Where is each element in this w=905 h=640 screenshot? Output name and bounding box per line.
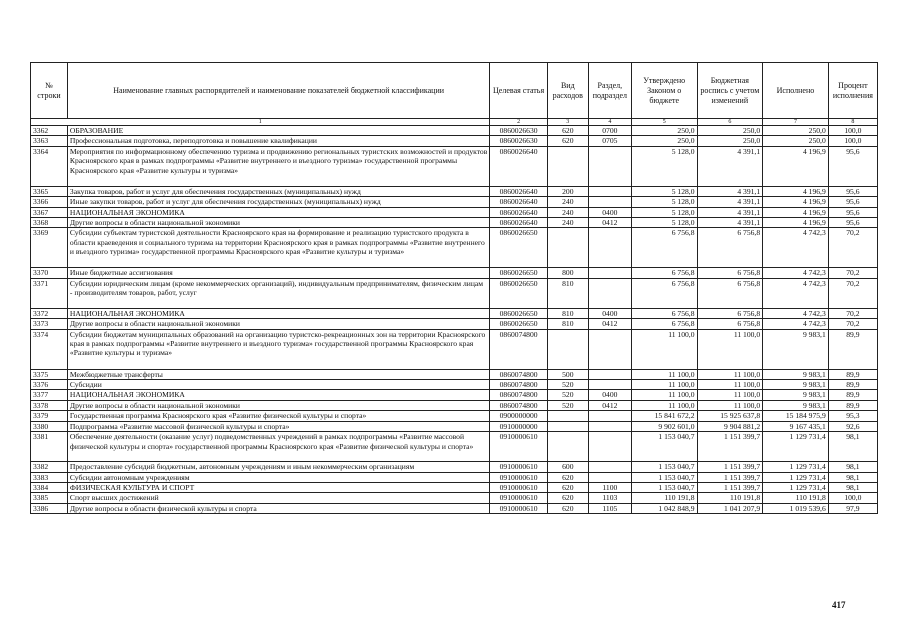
row-number: 3362 [31, 126, 68, 136]
row-section [588, 472, 631, 482]
row-number: 3381 [31, 432, 68, 462]
row-section [588, 268, 631, 278]
row-approved: 15 841 672,2 [631, 411, 697, 421]
row-expense-type [547, 421, 588, 431]
row-list: 1 151 399,7 [697, 462, 763, 472]
row-executed: 4 742,3 [763, 278, 829, 308]
row-number: 3364 [31, 146, 68, 186]
row-name: Профессиональная подготовка, переподготовка и повышение квалификации [67, 136, 489, 146]
row-executed: 4 742,3 [763, 268, 829, 278]
row-expense-type: 520 [547, 400, 588, 410]
row-percent: 100,0 [828, 493, 877, 503]
row-list: 110 191,8 [697, 493, 763, 503]
row-expense-type: 620 [547, 126, 588, 136]
column-number-6: 6 [697, 119, 763, 126]
row-expense-type [547, 411, 588, 421]
row-executed: 250,0 [763, 136, 829, 146]
row-expense-type: 620 [547, 136, 588, 146]
row-expense-type [547, 432, 588, 462]
row-approved: 110 191,8 [631, 493, 697, 503]
row-name: Субсидии бюджетам муниципальных образований на организацию туристско-рекреационных зон на территории Красноярского края в рамках подпрограммы «Развитие внутреннего и въездного туризма» государственной программы Красноярского края «Развитие культуры и туризма» [67, 329, 489, 369]
table-header [31, 63, 878, 126]
row-percent: 70,2 [828, 319, 877, 329]
row-target-code: 0860026630 [490, 126, 547, 136]
row-name: Другие вопросы в области физической культуры и спорта [67, 503, 489, 513]
row-number: 3383 [31, 472, 68, 482]
row-target-code: 0860074800 [490, 390, 547, 400]
row-expense-type: 800 [547, 268, 588, 278]
row-name: НАЦИОНАЛЬНАЯ ЭКОНОМИКА [67, 207, 489, 217]
row-list: 11 100,0 [697, 369, 763, 379]
row-expense-type: 620 [547, 472, 588, 482]
header-row-no: № строки [31, 63, 68, 119]
row-name: Государственная программа Красноярского края «Развитие физической культуры и спорта» [67, 411, 489, 421]
row-executed: 9 983,1 [763, 369, 829, 379]
row-approved: 11 100,0 [631, 380, 697, 390]
table-row [31, 493, 878, 503]
row-expense-type [547, 146, 588, 186]
header-executed: Исполнено [763, 63, 829, 119]
row-approved: 6 756,8 [631, 278, 697, 308]
row-percent: 89,9 [828, 390, 877, 400]
table-row [31, 136, 878, 146]
row-percent: 95,6 [828, 197, 877, 207]
row-expense-type: 620 [547, 482, 588, 492]
row-section: 1105 [588, 503, 631, 513]
row-section [588, 146, 631, 186]
row-list: 4 391,1 [697, 186, 763, 196]
row-section [588, 411, 631, 421]
row-number: 3384 [31, 482, 68, 492]
row-section: 0400 [588, 207, 631, 217]
row-list: 15 925 637,8 [697, 411, 763, 421]
row-number: 3380 [31, 421, 68, 431]
row-approved: 6 756,8 [631, 308, 697, 318]
row-list: 6 756,8 [697, 308, 763, 318]
table-row [31, 432, 878, 462]
row-expense-type: 500 [547, 369, 588, 379]
row-target-code: 0910000610 [490, 472, 547, 482]
row-target-code: 0910000610 [490, 503, 547, 513]
row-target-code: 0910000610 [490, 462, 547, 472]
row-number: 3378 [31, 400, 68, 410]
row-percent: 89,9 [828, 400, 877, 410]
row-list: 4 391,1 [697, 146, 763, 186]
row-target-code: 0860026640 [490, 146, 547, 186]
column-number-4: 4 [588, 119, 631, 126]
row-list: 4 391,1 [697, 207, 763, 217]
row-percent: 98,1 [828, 432, 877, 462]
row-executed: 9 983,1 [763, 329, 829, 369]
row-name: Субсидии юридическим лицам (кроме некоммерческих организаций), индивидуальным предпринимателям, физическим лицам - производителям товаров, работ, услуг [67, 278, 489, 308]
row-approved: 250,0 [631, 136, 697, 146]
row-approved: 11 100,0 [631, 400, 697, 410]
budget-table [30, 62, 878, 514]
row-number: 3379 [31, 411, 68, 421]
row-target-code: 0860074800 [490, 369, 547, 379]
row-number: 3372 [31, 308, 68, 318]
row-target-code: 0860026650 [490, 278, 547, 308]
row-target-code: 0860026650 [490, 268, 547, 278]
row-name: Подпрограмма «Развитие массовой физической культуры и спорта» [67, 421, 489, 431]
row-number: 3369 [31, 228, 68, 268]
row-executed: 4 196,9 [763, 218, 829, 228]
row-name: Закупка товаров, работ и услуг для обеспечения государственных (муниципальных) нужд [67, 186, 489, 196]
row-number: 3386 [31, 503, 68, 513]
table-row [31, 390, 878, 400]
page-number: 417 [832, 600, 846, 610]
row-section [588, 432, 631, 462]
row-list: 11 100,0 [697, 400, 763, 410]
column-number-row [31, 119, 878, 126]
row-percent: 89,9 [828, 329, 877, 369]
row-name: Спорт высших достижений [67, 493, 489, 503]
row-percent: 70,2 [828, 308, 877, 318]
row-section: 1103 [588, 493, 631, 503]
row-number: 3382 [31, 462, 68, 472]
row-executed: 9 167 435,1 [763, 421, 829, 431]
row-executed: 1 129 731,4 [763, 482, 829, 492]
row-list: 1 151 399,7 [697, 472, 763, 482]
row-number: 3371 [31, 278, 68, 308]
row-executed: 4 196,9 [763, 146, 829, 186]
row-name: ОБРАЗОВАНИЕ [67, 126, 489, 136]
row-executed: 110 191,8 [763, 493, 829, 503]
table-row [31, 380, 878, 390]
row-percent: 70,2 [828, 278, 877, 308]
row-approved: 250,0 [631, 126, 697, 136]
row-name: Субсидии [67, 380, 489, 390]
row-list: 6 756,8 [697, 278, 763, 308]
row-approved: 11 100,0 [631, 329, 697, 369]
header-list: Бюджетная роспись с учетом изменений [697, 63, 763, 119]
column-number-5: 5 [631, 119, 697, 126]
row-expense-type: 620 [547, 503, 588, 513]
table-body [31, 126, 878, 514]
row-approved: 5 128,0 [631, 207, 697, 217]
row-name: НАЦИОНАЛЬНАЯ ЭКОНОМИКА [67, 390, 489, 400]
row-number: 3376 [31, 380, 68, 390]
row-name: Субсидии автономным учреждениям [67, 472, 489, 482]
row-expense-type: 240 [547, 197, 588, 207]
row-section [588, 197, 631, 207]
row-percent: 98,1 [828, 462, 877, 472]
row-expense-type: 240 [547, 218, 588, 228]
row-list: 1 151 399,7 [697, 432, 763, 462]
row-executed: 4 196,9 [763, 186, 829, 196]
table-row [31, 308, 878, 318]
row-section: 0400 [588, 308, 631, 318]
row-expense-type: 810 [547, 278, 588, 308]
row-executed: 9 983,1 [763, 400, 829, 410]
row-executed: 4 742,3 [763, 319, 829, 329]
row-section: 0412 [588, 319, 631, 329]
row-target-code: 0860026650 [490, 228, 547, 268]
row-approved: 1 153 040,7 [631, 482, 697, 492]
table-row [31, 207, 878, 217]
row-target-code: 0860074800 [490, 400, 547, 410]
table-row [31, 197, 878, 207]
row-executed: 4 196,9 [763, 207, 829, 217]
row-list: 6 756,8 [697, 268, 763, 278]
table-row [31, 369, 878, 379]
row-percent: 70,2 [828, 228, 877, 268]
row-target-code: 0900000000 [490, 411, 547, 421]
row-target-code: 0860026640 [490, 186, 547, 196]
row-number: 3377 [31, 390, 68, 400]
row-name: Предоставление субсидий бюджетным, автономным учреждениям и иным некоммерческим организациям [67, 462, 489, 472]
row-approved: 5 128,0 [631, 146, 697, 186]
row-name: Иные бюджетные ассигнования [67, 268, 489, 278]
row-target-code: 0860026640 [490, 207, 547, 217]
row-name: Другие вопросы в области национальной экономики [67, 218, 489, 228]
row-number: 3374 [31, 329, 68, 369]
column-number-1: 1 [31, 119, 490, 126]
row-section [588, 369, 631, 379]
row-section: 0400 [588, 390, 631, 400]
column-number-3: 3 [547, 119, 588, 126]
row-percent: 89,9 [828, 380, 877, 390]
row-expense-type: 600 [547, 462, 588, 472]
row-expense-type: 520 [547, 380, 588, 390]
row-list: 4 391,1 [697, 197, 763, 207]
row-list: 9 904 881,2 [697, 421, 763, 431]
row-target-code: 0860026640 [490, 197, 547, 207]
row-name: НАЦИОНАЛЬНАЯ ЭКОНОМИКА [67, 308, 489, 318]
row-name: Обеспечение деятельности (оказание услуг) подведомственных учреждений в рамках подпрограммы «Развитие массовой физической культуры и спорта» государственной программы Красноярского края «Развитие физической культуры и спорта» [67, 432, 489, 462]
row-section [588, 186, 631, 196]
row-number: 3368 [31, 218, 68, 228]
table-row [31, 228, 878, 268]
row-section: 0700 [588, 126, 631, 136]
row-section [588, 380, 631, 390]
row-section: 0705 [588, 136, 631, 146]
row-approved: 1 153 040,7 [631, 462, 697, 472]
row-target-code: 0860026650 [490, 319, 547, 329]
table-row [31, 400, 878, 410]
column-number-8: 8 [828, 119, 877, 126]
row-number: 3370 [31, 268, 68, 278]
row-list: 250,0 [697, 136, 763, 146]
row-number: 3373 [31, 319, 68, 329]
row-expense-type: 200 [547, 186, 588, 196]
row-number: 3367 [31, 207, 68, 217]
row-list: 250,0 [697, 126, 763, 136]
table-row [31, 268, 878, 278]
row-percent: 92,6 [828, 421, 877, 431]
row-name: Другие вопросы в области национальной экономики [67, 319, 489, 329]
table-row [31, 462, 878, 472]
row-name: Другие вопросы в области национальной экономики [67, 400, 489, 410]
row-expense-type: 620 [547, 493, 588, 503]
row-section [588, 421, 631, 431]
table-row [31, 503, 878, 513]
row-expense-type [547, 329, 588, 369]
row-percent: 95,6 [828, 218, 877, 228]
row-target-code: 0910000610 [490, 432, 547, 462]
row-percent: 98,1 [828, 472, 877, 482]
header-name: Наименование главных распорядителей и наименование показателей бюджетной классификации [67, 63, 489, 119]
row-approved: 6 756,8 [631, 228, 697, 268]
row-executed: 4 196,9 [763, 197, 829, 207]
header-approved: Утверждено Законом о бюджете [631, 63, 697, 119]
table-row [31, 146, 878, 186]
row-executed: 1 129 731,4 [763, 432, 829, 462]
table-row [31, 482, 878, 492]
row-approved: 11 100,0 [631, 390, 697, 400]
table-row [31, 186, 878, 196]
row-executed: 1 129 731,4 [763, 462, 829, 472]
row-name: Межбюджетные трансферты [67, 369, 489, 379]
row-target-code: 0860074800 [490, 380, 547, 390]
row-percent: 95,6 [828, 146, 877, 186]
row-approved: 1 042 848,9 [631, 503, 697, 513]
header-expense: Вид расходов [547, 63, 588, 119]
row-percent: 98,1 [828, 482, 877, 492]
table-row [31, 218, 878, 228]
row-target-code: 0860026650 [490, 308, 547, 318]
row-list: 6 756,8 [697, 319, 763, 329]
table-row [31, 126, 878, 136]
row-executed: 9 983,1 [763, 390, 829, 400]
table-row [31, 472, 878, 482]
row-list: 6 756,8 [697, 228, 763, 268]
row-percent: 100,0 [828, 126, 877, 136]
column-number-2: 2 [490, 119, 547, 126]
row-list: 11 100,0 [697, 380, 763, 390]
row-expense-type: 520 [547, 390, 588, 400]
header-percent: Процент исполнения [828, 63, 877, 119]
row-expense-type [547, 228, 588, 268]
row-executed: 9 983,1 [763, 380, 829, 390]
row-section [588, 228, 631, 268]
row-list: 1 041 207,9 [697, 503, 763, 513]
row-executed: 250,0 [763, 126, 829, 136]
row-section: 1100 [588, 482, 631, 492]
row-expense-type: 810 [547, 308, 588, 318]
row-expense-type: 240 [547, 207, 588, 217]
table-row [31, 278, 878, 308]
row-target-code: 0860026630 [490, 136, 547, 146]
row-list: 1 151 399,7 [697, 482, 763, 492]
row-section [588, 462, 631, 472]
row-name: ФИЗИЧЕСКАЯ КУЛЬТУРА И СПОРТ [67, 482, 489, 492]
header-target: Целевая статья [490, 63, 547, 119]
row-target-code: 0910000000 [490, 421, 547, 431]
row-approved: 5 128,0 [631, 186, 697, 196]
row-executed: 15 184 975,9 [763, 411, 829, 421]
table-row [31, 319, 878, 329]
row-approved: 1 153 040,7 [631, 432, 697, 462]
row-approved: 6 756,8 [631, 268, 697, 278]
row-percent: 97,9 [828, 503, 877, 513]
row-section [588, 329, 631, 369]
row-approved: 1 153 040,7 [631, 472, 697, 482]
row-list: 11 100,0 [697, 390, 763, 400]
row-percent: 95,3 [828, 411, 877, 421]
row-number: 3363 [31, 136, 68, 146]
table-row [31, 329, 878, 369]
table-row [31, 421, 878, 431]
row-name: Субсидии субъектам туристской деятельности Красноярского края на формирование и реализацию туристского продукта в области краеведения и социального туризма на территории Красноярского края в рамках подпрограммы «Развитие внутреннего и въездного туризма» государственной программы Красноярского края «Развитие культуры и туризма» [67, 228, 489, 268]
row-number: 3385 [31, 493, 68, 503]
row-percent: 70,2 [828, 268, 877, 278]
row-target-code: 0910000610 [490, 493, 547, 503]
header-section: Раздел, подраздел [588, 63, 631, 119]
row-section: 0412 [588, 400, 631, 410]
row-executed: 4 742,3 [763, 308, 829, 318]
row-list: 4 391,1 [697, 218, 763, 228]
row-percent: 95,6 [828, 207, 877, 217]
row-section: 0412 [588, 218, 631, 228]
row-approved: 5 128,0 [631, 218, 697, 228]
row-target-code: 0860074800 [490, 329, 547, 369]
row-approved: 6 756,8 [631, 319, 697, 329]
row-percent: 89,9 [828, 369, 877, 379]
row-target-code: 0860026640 [490, 218, 547, 228]
row-executed: 4 742,3 [763, 228, 829, 268]
row-number: 3375 [31, 369, 68, 379]
row-number: 3365 [31, 186, 68, 196]
row-approved: 11 100,0 [631, 369, 697, 379]
column-number-7: 7 [763, 119, 829, 126]
row-name: Иные закупки товаров, работ и услуг для обеспечения государственных (муниципальных) нужд [67, 197, 489, 207]
row-executed: 1 129 731,4 [763, 472, 829, 482]
table-row [31, 411, 878, 421]
row-percent: 95,6 [828, 186, 877, 196]
row-approved: 5 128,0 [631, 197, 697, 207]
row-executed: 1 019 539,6 [763, 503, 829, 513]
row-section [588, 278, 631, 308]
row-list: 11 100,0 [697, 329, 763, 369]
row-expense-type: 810 [547, 319, 588, 329]
row-number: 3366 [31, 197, 68, 207]
row-name: Мероприятия по информационному обеспечению туризма и продвижению региональных туристских возможностей и продуктов Красноярского края в рамках подпрограммы «Развитие внутреннего и въездного туризма» государственной программы Красноярского края «Развитие культуры и туризма» [67, 146, 489, 186]
row-percent: 100,0 [828, 136, 877, 146]
row-approved: 9 902 601,0 [631, 421, 697, 431]
row-target-code: 0910000610 [490, 482, 547, 492]
